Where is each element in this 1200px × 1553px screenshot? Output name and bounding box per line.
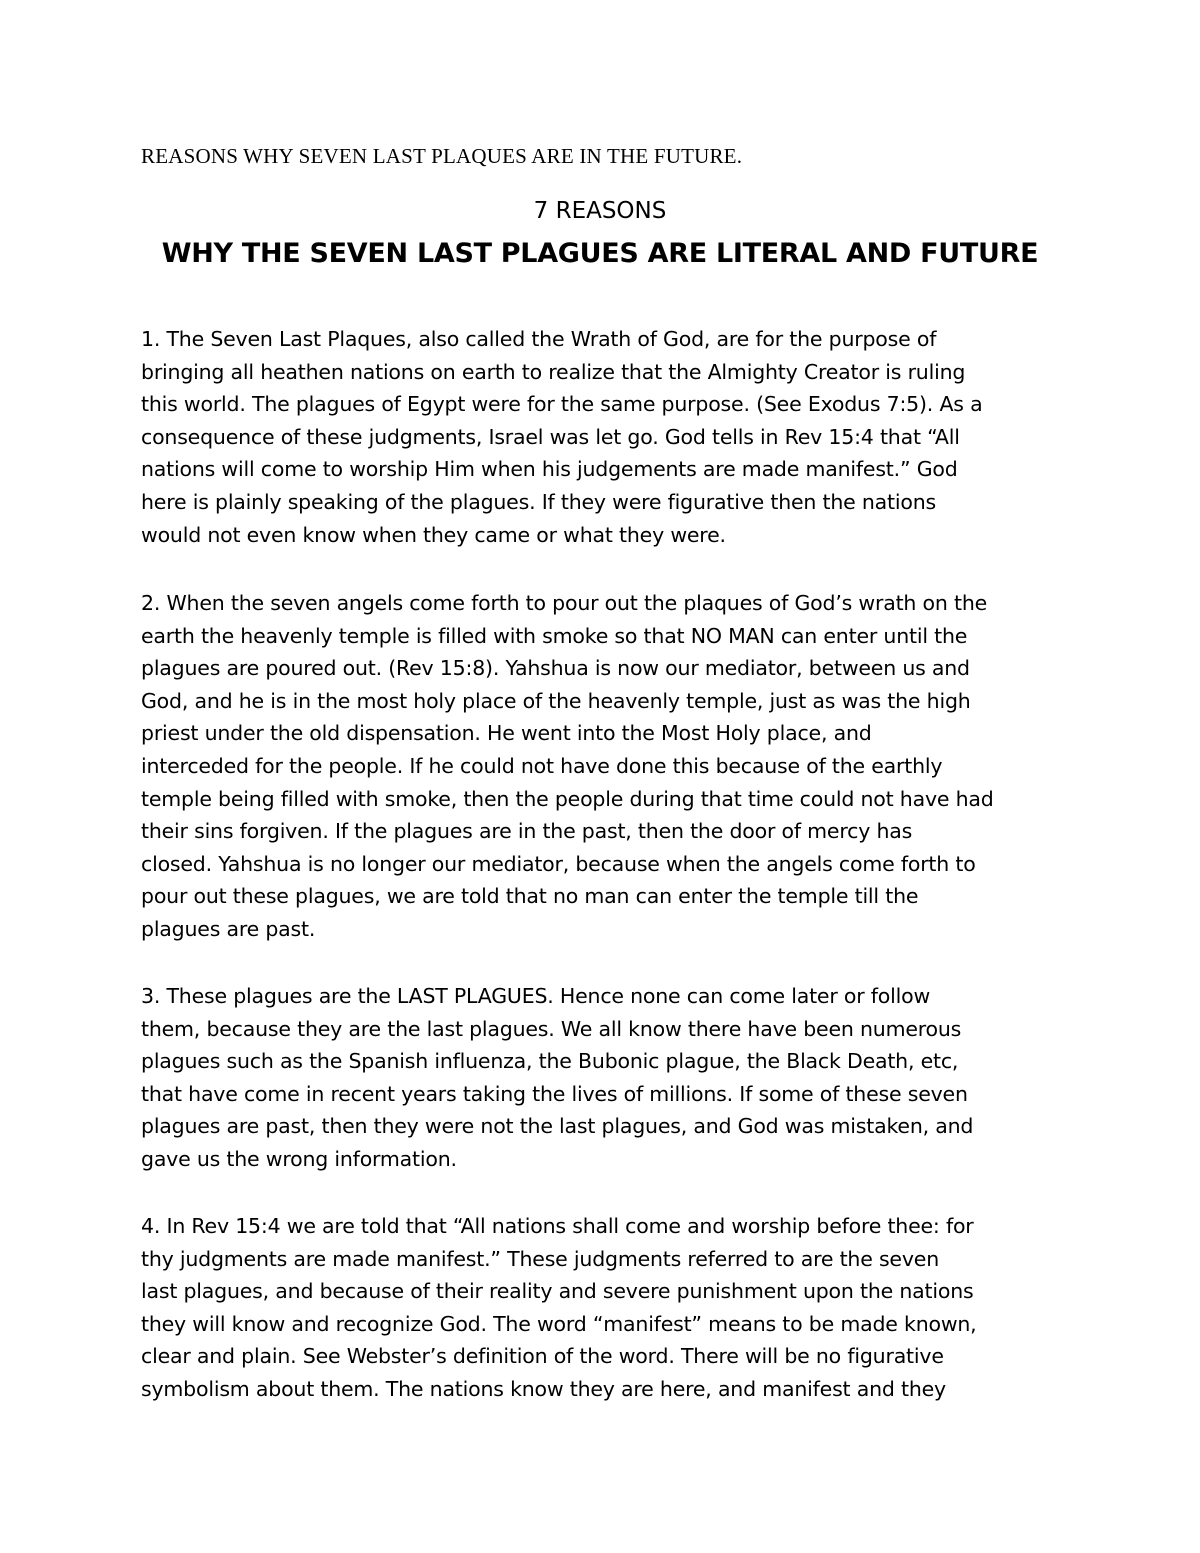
paragraph-line: temple being filled with smoke, then the people during that time could not have had xyxy=(141,786,994,811)
paragraph-line: would not even know when they came or what they were. xyxy=(141,522,726,547)
top-heading: REASONS WHY SEVEN LAST PLAQUES ARE IN THE FUTURE. xyxy=(141,144,743,168)
paragraph-line: closed. Yahshua is no longer our mediator, because when the angels come forth to xyxy=(141,851,976,876)
subtitle-reasons-count: 7 REASONS xyxy=(533,198,667,224)
paragraph-reason-2 xyxy=(141,587,1081,946)
paragraph-line: 1. The Seven Last Plaques, also called the Wrath of God, are for the purpose of xyxy=(141,327,937,351)
paragraph-line: that have come in recent years taking the lives of millions. If some of these seven xyxy=(141,1081,968,1106)
paragraph-line: their sins forgiven. If the plagues are in the past, then the door of mercy has xyxy=(141,819,913,844)
paragraph-line: bringing all heathen nations on earth to realize that the Almighty Creator is ruling xyxy=(141,359,966,384)
paragraph-line: plagues such as the Spanish influenza, the Bubonic plague, the Black Death, etc, xyxy=(141,1049,959,1074)
paragraph-line: here is plainly speaking of the plagues. If they were figurative then the nations xyxy=(141,489,936,514)
paragraph-line: clear and plain. See Webster’s definition of the word. There will be no figurative xyxy=(141,1344,944,1369)
paragraph-line: nations will come to worship Him when his judgements are made manifest.” God xyxy=(141,457,958,482)
subtitle-main-title: WHY THE SEVEN LAST PLAGUES ARE LITERAL AND FUTURE xyxy=(161,238,1039,269)
paragraph-line: symbolism about them. The nations know they are here, and manifest and they xyxy=(141,1376,946,1401)
paragraph-line: earth the heavenly temple is filled with smoke so that NO MAN can enter until the xyxy=(141,623,968,648)
paragraph-line: plagues are poured out. (Rev 15:8). Yahshua is now our mediator, between us and xyxy=(141,656,970,681)
paragraph-reason-4 xyxy=(141,1210,1081,1406)
paragraph-line: priest under the old dispensation. He went into the Most Holy place, and xyxy=(141,721,872,746)
paragraph-line: pour out these plagues, we are told that no man can enter the temple till the xyxy=(141,884,919,909)
paragraph-line: 4. In Rev 15:4 we are told that “All nations shall come and worship before thee: for xyxy=(141,1214,974,1238)
paragraph-line: them, because they are the last plagues. We all know there have been numerous xyxy=(141,1016,962,1041)
paragraph-line: plagues are past. xyxy=(141,916,316,941)
paragraph-line: plagues are past, then they were not the last plagues, and God was mistaken, and xyxy=(141,1114,974,1139)
paragraph-line: thy judgments are made manifest.” These judgments referred to are the seven xyxy=(141,1246,939,1271)
paragraph-line: last plagues, and because of their reality and severe punishment upon the nations xyxy=(141,1279,974,1304)
paragraph-reason-1 xyxy=(141,323,1081,551)
paragraph-line: 3. These plagues are the LAST PLAGUES. Hence none can come later or follow xyxy=(141,984,931,1008)
paragraph-line: interceded for the people. If he could not have done this because of the earthly xyxy=(141,753,943,778)
paragraph-line: God, and he is in the most holy place of the heavenly temple, just as was the high xyxy=(141,688,971,713)
paragraph-line: they will know and recognize God. The word “manifest” means to be made known, xyxy=(141,1311,977,1336)
paragraph-line: consequence of these judgments, Israel was let go. God tells in Rev 15:4 that “All xyxy=(141,424,960,449)
paragraph-line: 2. When the seven angels come forth to pour out the plaques of God’s wrath on the xyxy=(141,591,988,615)
paragraph-line: gave us the wrong information. xyxy=(141,1146,457,1171)
paragraph-line: this world. The plagues of Egypt were for the same purpose. (See Exodus 7:5). As a xyxy=(141,392,983,417)
paragraph-reason-3 xyxy=(141,980,1081,1176)
